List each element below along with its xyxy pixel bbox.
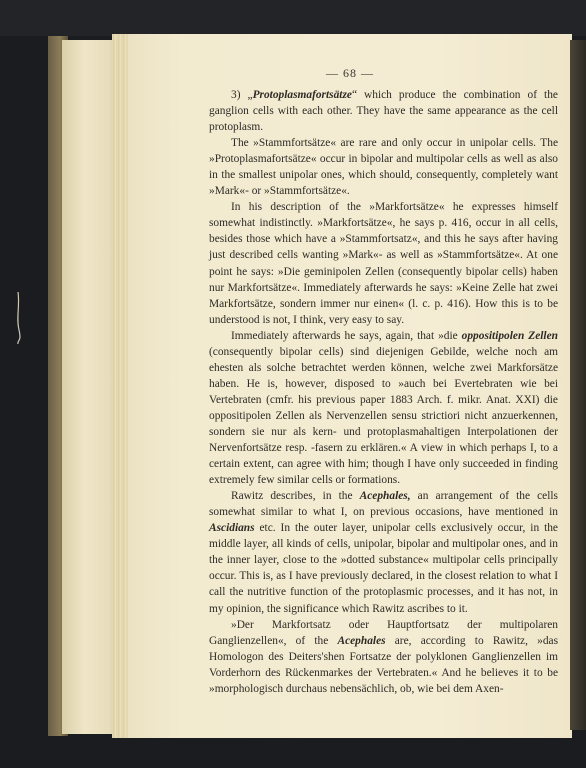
text-run: an arrangement of the cells somewhat similar to what I, on previous occasions, have mentioned in xyxy=(209,490,558,519)
paragraph xyxy=(209,135,558,199)
paragraph xyxy=(209,617,558,697)
paragraph xyxy=(209,87,558,135)
italic-term: Acephales, xyxy=(359,490,411,503)
page-number: — 68 — xyxy=(326,66,374,80)
text-run: In his description of the »Markfortsätze« he expresses himself somewhat indistinctly. »Markfortsätze«, he says p. 416, occur in all cells, besides those which have a »Stammfortsatz«, and this he says after having just described cells wanting »Mark«- as well as »Stammfortsätze«. At one point he says: »Die geminipolen Zellen (consequently bipolar cells) haben nur Markfortsätze«. Immediately afterwards he says: »Keine Zelle hat zwei Markfortsätze, sondern immer nur einen« (l. c. p. 416). How this is to be understood is not, I think, very easy to say. xyxy=(209,201,558,326)
text-run: (consequently bipolar cells) sind diejenigen Gebilde, welche noch am ehesten als solche betrachtet werden können, welche zwei Markforsätze haben. He is, however, disposed to »auch bei Evertebraten wie bei Vertebraten (cmfr. his previous paper 1883 Arch. f. mikr. Anat. XXI) die oppositipolen Zellen als Nervenzellen sensu strictiori nicht anzuerkennen, sondern sie nur als kern- und protoplasmahaltigen Interpolationen der Nervenfortsätze resp. -fasern zu erklären.« A view in which perhaps I, to a certain extent, can agree with him; though I have only succeeded in finding extremely few similar cells or formations. xyxy=(209,345,558,487)
italic-term: Ascidians xyxy=(209,522,255,535)
text-run: »Der Markfortsatz oder Hauptfortsatz der multipolaren Ganglienzellen«, of the xyxy=(209,618,558,647)
italic-term: oppositipolen Zellen xyxy=(461,329,558,342)
paragraph xyxy=(209,488,558,616)
italic-term: Acephales xyxy=(337,634,386,647)
text-run: The »Stammfortsätze« are rare and only occur in unipolar cells. The »Protoplasmafortsätze« occur in bipolar and multipolar cells as well as also in the smallest unipolar ones, which should, consequently, completely want »Mark«- or »Stammfortsätze«. xyxy=(209,137,558,198)
text-run: “ which produce the combination of the ganglion cells with each other. They have the same appearance as the cell protoplasm. xyxy=(209,89,558,134)
right-shadow-edge xyxy=(570,40,586,730)
pencil-margin-mark xyxy=(14,292,22,344)
text-run: 3) „ xyxy=(231,89,253,101)
left-page-stack xyxy=(62,40,118,734)
text-run: Immediately afterwards he says, again, that »die xyxy=(231,329,462,342)
body-text xyxy=(209,87,558,697)
paragraph xyxy=(209,328,558,488)
paragraph xyxy=(209,199,558,327)
text-run: Rawitz describes, in the xyxy=(231,490,360,503)
backdrop xyxy=(0,0,586,36)
text-run: are, according to Rawitz, »das Homologon des Deiters'shen Fortsatze der polyklonen Ganglienzellen im Vorderhorn des Rückenmarkes der Vertebraten.« And he believes it to be »morphologisch durchaus nebensächlich, ob, wie bei dem Axen- xyxy=(209,634,559,695)
italic-term: Protoplasmafortsätze xyxy=(252,89,352,101)
text-run: etc. In the outer layer, unipolar cells exclusively occur, in the middle layer, all kinds of cells, unipolar, bipolar and multipolar ones, and in the inner layer, close to the »dotted substance« multipolar cells principally occur. This is, as I have previously declared, in the closest relation to what I call the nutritive function of the protoplasmic processes, and it has not, in my opinion, the significance which Rawitz ascribes to it. xyxy=(209,522,558,615)
